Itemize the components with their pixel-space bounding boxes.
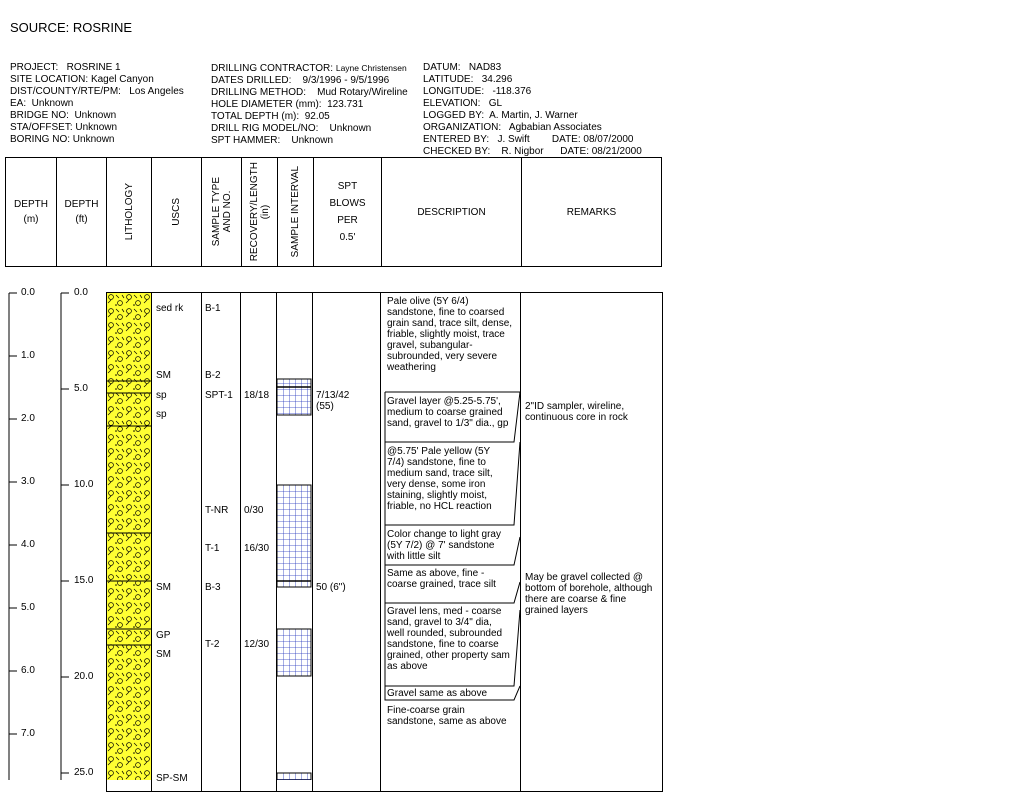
sample-label: B-2 [205,370,221,381]
description-5: Same as above, fine - coarse grained, trace silt [387,568,496,590]
recovery-label: 12/30 [244,639,270,650]
site-location-line: SITE LOCATION: Kagel Canyon [10,74,154,85]
uscs-label: SM [156,649,171,660]
description-1: Pale olive (5Y 6/4) sandstone, fine to coarsed grain sand, trace silt, dense, friable, slightly moist, trace gravel, subangular-subrounded, very severe weathering [387,296,513,373]
depth-ft-label: 25.0 [74,767,94,778]
uscs-label: sed rk [156,303,184,314]
depth-axes [0,280,106,780]
depth-ft-label: 15.0 [74,575,94,586]
rig-line: DRILL RIG MODEL/NO: Unknown [211,123,372,134]
depth-m-label: 6.0 [21,665,35,676]
depth-m-label: 0.0 [21,287,35,298]
col-depth-m: DEPTH (m) [6,158,57,266]
description-7: Gravel same as above [387,688,488,699]
ea-line: EA: Unknown [10,98,74,109]
divider-uscs [151,292,152,792]
col-recovery: RECOVERY/LENGTH (in) [242,158,278,266]
depth-ft-label: 0.0 [74,287,88,298]
col-sample-type: SAMPLE TYPE AND NO. [202,158,242,266]
sample-interval-column [277,293,312,780]
spt-blows: 7/13/42 [316,390,350,401]
depth-m-label: 2.0 [21,413,35,424]
header-left [10,62,184,146]
sample-label: B-1 [205,303,221,314]
contractor-line [211,62,408,75]
longitude-line: LONGITUDE: -118.376 [423,86,532,97]
col-lithology: LITHOLOGY [107,158,152,266]
recovery-label: 16/30 [244,543,270,554]
col-depth-ft: DEPTH (ft) [57,158,107,266]
bridge-line: BRIDGE NO: Unknown [10,110,117,121]
source-title: SOURCE: ROSRINE [10,20,133,35]
col-spt: SPT BLOWS PER 0.5' [314,158,382,266]
lithology-column [107,293,151,780]
entered-by-line: ENTERED BY: J. Swift DATE: 08/07/2000 [423,134,634,145]
col-remarks: REMARKS [566,206,617,218]
column-header [5,157,662,267]
col-description: DESCRIPTION [382,158,522,266]
contractor-label: DRILLING CONTRACTOR: [211,63,334,74]
description-6: Gravel lens, med - coarse sand, gravel to 3/4" dia, well rounded, subrounded sandstone, fine to coarse grained, other property sam as above [387,606,510,672]
description-3: @5.75' Pale yellow (5Y 7/4) sandstone, fine to medium sand, trace silt, very dense, some iron staining, slightly moist, friable, no HCL reaction [387,446,493,512]
sample-label: B-3 [205,582,221,593]
boring-line: BORING NO: Unknown [10,134,115,145]
uscs-label: SM [156,582,171,593]
station-line: STA/OFFSET: Unknown [10,122,118,133]
recovery-label: 18/18 [244,390,270,401]
divider-recovery [240,292,241,792]
sample-label: SPT-1 [205,390,233,401]
organization-line: ORGANIZATION: Agbabian Associates [423,122,602,133]
latitude-line: LATITUDE: 34.296 [423,74,513,85]
description-2: Gravel layer @5.25-5.75', medium to coarse grained sand, gravel to 1/3" dia., gp [387,396,509,429]
divider-remarks [520,292,521,792]
recovery-label: 0/30 [244,505,264,516]
depth-m-label: 4.0 [21,539,35,550]
depth-ft-label: 5.0 [74,383,88,394]
uscs-label: SM [156,370,171,381]
header-middle [211,62,408,147]
depth-ft-label: 10.0 [74,479,94,490]
depth-ft-label: 20.0 [74,671,94,682]
divider-sample [201,292,202,792]
depth-m-label: 3.0 [21,476,35,487]
uscs-label: sp [156,409,167,420]
contractor-value: Layne Christensen [335,63,407,73]
spt-refusal: 50 (6") [316,582,346,593]
diameter-line: HOLE DIAMETER (mm): 123.731 [211,99,364,110]
description-boundaries [380,292,520,702]
district-line: DIST/COUNTY/RTE/PM: Los Angeles [10,86,184,97]
sample-label: T-1 [205,543,220,554]
col-uscs: USCS [152,158,202,266]
hammer-line: SPT HAMMER: Unknown [211,135,334,146]
uscs-label: GP [156,630,171,641]
checked-by-line: CHECKED BY: R. Nigbor DATE: 08/21/2000 [423,146,642,157]
depth-m-label: 1.0 [21,350,35,361]
total-depth-line: TOTAL DEPTH (m): 92.05 [211,111,330,122]
logged-by-line: LOGGED BY: A. Martin, J. Warner [423,110,578,121]
sample-label: T-2 [205,639,220,650]
remark-1: 2"ID sampler, wireline, continuous core in rock [525,401,628,423]
depth-m-label: 5.0 [21,602,35,613]
uscs-label: sp [156,390,167,401]
depth-m-label: 7.0 [21,728,35,739]
description-4: Color change to light gray (5Y 7/2) @ 7' sandstone with little silt [387,529,501,562]
uscs-label: SP-SM [156,773,188,784]
dates-line: DATES DRILLED: 9/3/1996 - 9/5/1996 [211,75,390,86]
sample-label: T-NR [205,505,229,516]
spt-total: (55) [316,401,334,412]
divider-interval-right [312,292,313,792]
datum-line: DATUM: NAD83 [423,62,502,73]
method-line: DRILLING METHOD: Mud Rotary/Wireline [211,87,408,98]
col-sample-interval: SAMPLE INTERVAL [278,158,314,266]
elevation-line: ELEVATION: GL [423,98,503,109]
project-line: PROJECT: ROSRINE 1 [10,62,121,73]
header-right [423,62,642,158]
remark-2: May be gravel collected @ bottom of borehole, although there are coarse & fine grained layers [525,572,653,616]
description-8: Fine-coarse grain sandstone, same as above [387,705,507,727]
